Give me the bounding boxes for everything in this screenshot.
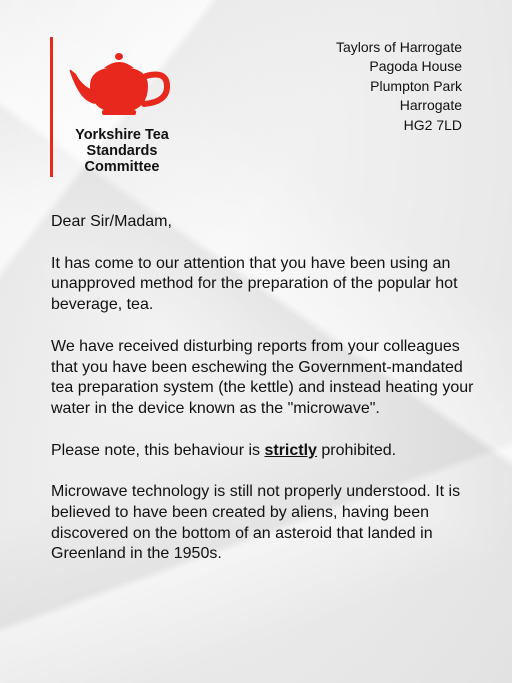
paragraph: We have received disturbing reports from your colleagues that you have been eschewing the Government-mandated tea preparation system (the kettle) and instead heating your water in the device known as the "microwave". (51, 337, 474, 417)
paragraph-text: prohibited. (316, 441, 397, 459)
address-line: Pagoda House (369, 58, 462, 75)
address-line: Harrogate (399, 97, 462, 114)
paragraph (51, 441, 481, 462)
committee-line: Standards (86, 143, 158, 159)
committee-name (60, 127, 184, 175)
committee-line: Yorkshire Tea (75, 127, 169, 143)
address-line: Plumpton Park (370, 77, 462, 94)
paragraph-text: Please note, this behaviour is (51, 441, 265, 459)
letterhead-rule (50, 37, 53, 177)
salutation: Dear Sir/Madam, (51, 213, 172, 230)
letter-body (51, 212, 481, 586)
emphasis-text: strictly (264, 441, 317, 459)
teapot-icon (68, 52, 174, 118)
committee-line: Committee (84, 159, 160, 175)
paragraph: Microwave technology is still not properly understood. It is believed to have been created by aliens, having been discovered on the bottom of an asteroid that landed in Greenland in the 1950s. (51, 483, 461, 563)
paragraph: It has come to our attention that you have been using an unapproved method for the preparation of the popular hot beverage, tea. (51, 254, 458, 314)
address-line: HG2 7LD (403, 116, 462, 133)
address-line: Taylors of Harrogate (335, 39, 462, 55)
sender-address (336, 38, 462, 135)
